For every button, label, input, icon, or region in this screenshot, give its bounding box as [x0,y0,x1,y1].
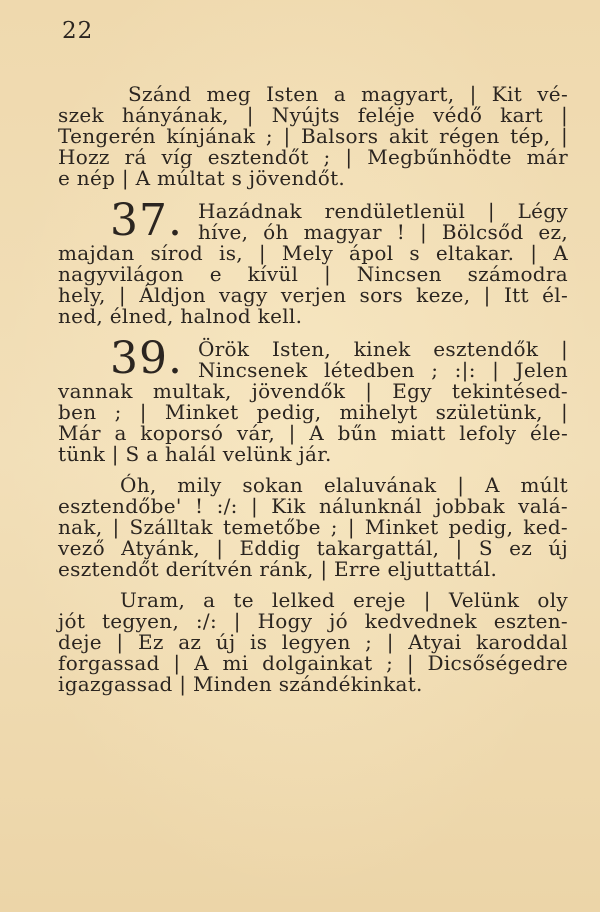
text-line: Uram, a te lelked ereje | Velünk oly [120,588,568,612]
opening-stanza [58,84,568,189]
text-line: ned, élned, halnod kell. [58,304,303,328]
hymn-39 [58,333,568,696]
text-line: e nép | A múltat s jövendőt. [58,166,346,190]
text-line: hely, | Áldjon vagy verjen sors keze, | Itt él- [58,283,568,307]
text-line: esztendőbe' ! :/: | Kik nálunknál jobbak valá- [58,494,568,518]
text-line: vannak multak, jövendők | Egy tekintésed- [58,379,568,403]
text-line: Örök Isten, kinek esztendők | [198,337,568,361]
text-line: jót tegyen, :/: | Hogy jó kedvednek eszten- [58,609,568,633]
stanza [58,475,568,580]
text-line: forgassad | A mi dolgainkat ; | Dicsőségedre [58,651,568,675]
page-number: 22 [62,18,94,44]
text-line: nak, | Szálltak temetőbe ; | Minket pedig, ked- [58,515,568,539]
text-line: nagyvilágon e kívül | Nincsen számodra [58,262,568,286]
text-line: deje | Ez az új is legyen ; | Atyai karoddal [58,630,568,654]
text-line: tünk | S a halál velünk jár. [58,442,332,466]
stanza [58,590,568,695]
text-line: szek hányának, | Nyújts feléje védő kart | [58,103,568,127]
text-line: ben ; | Minket pedig, mihelyt születünk, | [58,400,568,424]
text-line: Óh, mily sokan elaluvának | A múlt [120,473,568,497]
text-line: Hazádnak rendületlenül | Légy [198,199,568,223]
text-line: híve, óh magyar ! | Bölcsőd ez, [198,220,568,244]
hymn-number: 37. [110,195,183,246]
text-line: Nincsenek létedben ; :|: | Jelen [198,358,568,382]
text-line: Már a koporsó vár, | A bűn miatt lefoly éle- [58,421,568,445]
text-line: Tengerén kínjának ; | Balsors akit régen tép, | [58,124,568,148]
text-line: Szánd meg Isten a magyart, | Kit vé- [128,82,568,106]
text-line: igazgassad | Minden szándékinkat. [58,672,423,696]
text-line: esztendőt derítvén ránk, | Erre eljuttattál. [58,557,498,581]
text-line: Hozz rá víg esztendőt ; | Megbűnhödte már [58,145,568,169]
hymn-number: 39. [110,333,183,384]
text-block [58,84,568,695]
text-line: vező Atyánk, | Eddig takargattál, | S ez új [58,536,568,560]
text-line: majdan sírod is, | Mely ápol s eltakar. | A [58,241,568,265]
hymn-37 [58,195,568,328]
